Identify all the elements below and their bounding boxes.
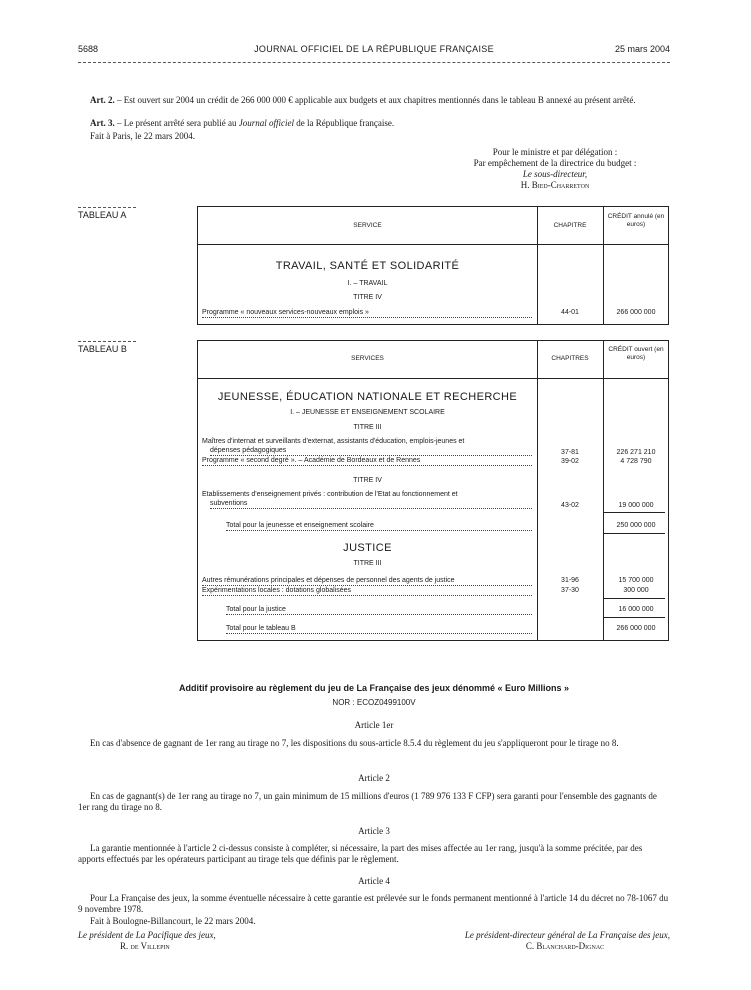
page-number: 5688 xyxy=(78,44,99,54)
row-3-credit: 19 000 000 xyxy=(618,502,654,509)
header-rule xyxy=(78,62,670,63)
titre-iii-label: TITRE III xyxy=(353,424,382,431)
total-3-label: Total pour le tableau B xyxy=(226,624,532,634)
col-credit: CRÉDIT annulé (en euros) xyxy=(607,213,665,228)
article-1-title: Article 1er xyxy=(354,720,394,730)
section-title: I. – TRAVAIL xyxy=(347,280,388,287)
row-1-chapitre: 37-81 xyxy=(561,449,579,456)
tableau-a-label: TABLEAU A xyxy=(78,210,127,220)
signature-left: Le président de La Pacifique des jeux, R. de Villepin xyxy=(78,930,216,951)
subtotal-rule xyxy=(603,512,665,513)
total-1-label: Total pour la jeunesse et enseignement scolaire xyxy=(226,521,532,531)
col-service: SERVICE xyxy=(353,222,382,229)
row-2-credit: 4 728 790 xyxy=(620,458,652,465)
fait-boulogne: Fait à Boulogne-Billancourt, le 22 mars 2004. xyxy=(90,916,256,926)
row-3-line-2: subventions xyxy=(210,499,532,509)
journal-title: JOURNAL OFFICIEL DE LA RÉPUBLIQUE FRANÇAISE xyxy=(254,44,494,54)
article-3-title: Article 3 xyxy=(358,826,390,836)
section-title: I. – JEUNESSE ET ENSEIGNEMENT SCOLAIRE xyxy=(290,409,445,416)
subtotal-rule xyxy=(603,617,665,618)
tableau-a xyxy=(197,206,669,325)
titre-label: TITRE IV xyxy=(353,294,382,301)
row-chapitre: 44-01 xyxy=(561,309,579,316)
article-1-text: En cas d'absence de gagnant de 1er rang au tirage no 7, les dispositions du sous-article 8.5.4 du règlement du jeu s'appliqueront pour le tirage no 8. xyxy=(90,738,619,748)
article-4-text: Pour La Française des jeux, la somme éventuelle nécessaire à cette garantie est prélevée sur le fonds permanent mentionné à l'article 14 du décret no 78-1067 du 9 novembre 1978. xyxy=(78,893,669,914)
total-2-value: 16 000 000 xyxy=(618,606,654,613)
titre-iv-label: TITRE IV xyxy=(353,477,382,484)
ministry-title: JEUNESSE, ÉDUCATION NATIONALE ET RECHERCHE xyxy=(217,391,518,403)
running-header xyxy=(78,44,670,58)
row-2-chapitre: 39-02 xyxy=(561,458,579,465)
row-credit: 266 000 000 xyxy=(616,309,656,316)
article-2: Art. 2. – Est ouvert sur 2004 un crédit de 266 000 000 € applicable aux budgets et aux chapitres mentionnés dans le tableau B annexé au présent arrêté. xyxy=(90,95,636,105)
subtotal-rule xyxy=(603,598,665,599)
row-1-credit: 226 271 210 xyxy=(616,449,656,456)
row-5-label: Expérimentations locales : dotations globalisées xyxy=(202,586,532,596)
column-divider xyxy=(603,341,604,640)
row-3-line-1: Etablissements d'enseignement privés : contribution de l'Etat au fonctionnement et xyxy=(202,491,458,498)
row-label: Programme « nouveaux services-nouveaux emplois » xyxy=(202,308,532,318)
issue-date: 25 mars 2004 xyxy=(614,44,670,54)
col-services: SERVICES xyxy=(351,355,384,362)
row-4-credit: 15 700 000 xyxy=(618,577,654,584)
row-2-label: Programme « second degré ». – Académie de Bordeaux et de Rennes xyxy=(202,456,532,466)
row-1-line-2: dépenses pédagogiques xyxy=(210,446,532,456)
subtotal-rule xyxy=(603,533,665,534)
header-divider xyxy=(198,244,668,245)
total-1-value: 250 000 000 xyxy=(616,522,656,529)
col-chapitre: CHAPITRE xyxy=(553,222,587,229)
row-5-chapitre: 37-30 xyxy=(561,587,579,594)
column-divider xyxy=(603,207,604,324)
article-2-title: Article 2 xyxy=(358,773,390,783)
justice-title: JUSTICE xyxy=(343,542,392,554)
col-credit: CRÉDIT ouvert (en euros) xyxy=(608,346,664,361)
tableau-b-label: TABLEAU B xyxy=(78,344,127,354)
total-2-label: Total pour la justice xyxy=(226,605,532,615)
nor-reference: NOR : ECOZ0499100V xyxy=(332,698,416,707)
justice-titre-label: TITRE III xyxy=(353,560,382,567)
row-4-chapitre: 31-96 xyxy=(561,577,579,584)
signature-right: Le président-directeur général de La Française des jeux, C. Blanchard-Dignac xyxy=(464,930,670,951)
article-4-title: Article 4 xyxy=(358,876,390,886)
article-3-text: La garantie mentionnée à l'article 2 ci-dessus consiste à compléter, si nécessaire, la part des mises affectée au 1er rang, jusqu'à la somme précitée, par des apports effectués par les opérateurs participant au tirage tels que définis par le règlement. xyxy=(78,843,643,864)
row-4-label: Autres rémunérations principales et dépenses de personnel des agents de justice xyxy=(202,576,532,586)
tableau-b xyxy=(197,340,669,641)
additif-title: Additif provisoire au règlement du jeu de La Française des jeux dénommé « Euro Millions » xyxy=(178,683,570,693)
col-chapitres: CHAPITRES xyxy=(551,355,589,362)
total-3-value: 266 000 000 xyxy=(616,625,656,632)
article-2-text: En cas de gagnant(s) de 1er rang au tirage no 7, un gain minimum de 15 millions d'euros (1 789 976 133 F CFP) sera garanti pour l'ensemble des gagnants de 1er rang du tirage no 8. xyxy=(78,791,657,812)
signature-block-1: Pour le ministre et par délégation : Par empêchement de la directrice du budget : Le sous-directeur, H. Bied-Charreton xyxy=(473,147,637,190)
fait-paris: Fait à Paris, le 22 mars 2004. xyxy=(90,131,195,141)
ministry-title: TRAVAIL, SANTÉ ET SOLIDARITÉ xyxy=(275,260,460,272)
header-divider xyxy=(198,378,668,379)
column-divider xyxy=(537,341,538,640)
row-5-credit: 300 000 xyxy=(623,587,649,594)
row-1-line-1: Maîtres d'internat et surveillants d'externat, assistants d'éducation, emplois-jeunes et xyxy=(202,438,465,445)
article-3: Art. 3. – Le présent arrêté sera publié au Journal officiel de la République française. xyxy=(90,118,395,128)
row-3-chapitre: 43-02 xyxy=(561,502,579,509)
